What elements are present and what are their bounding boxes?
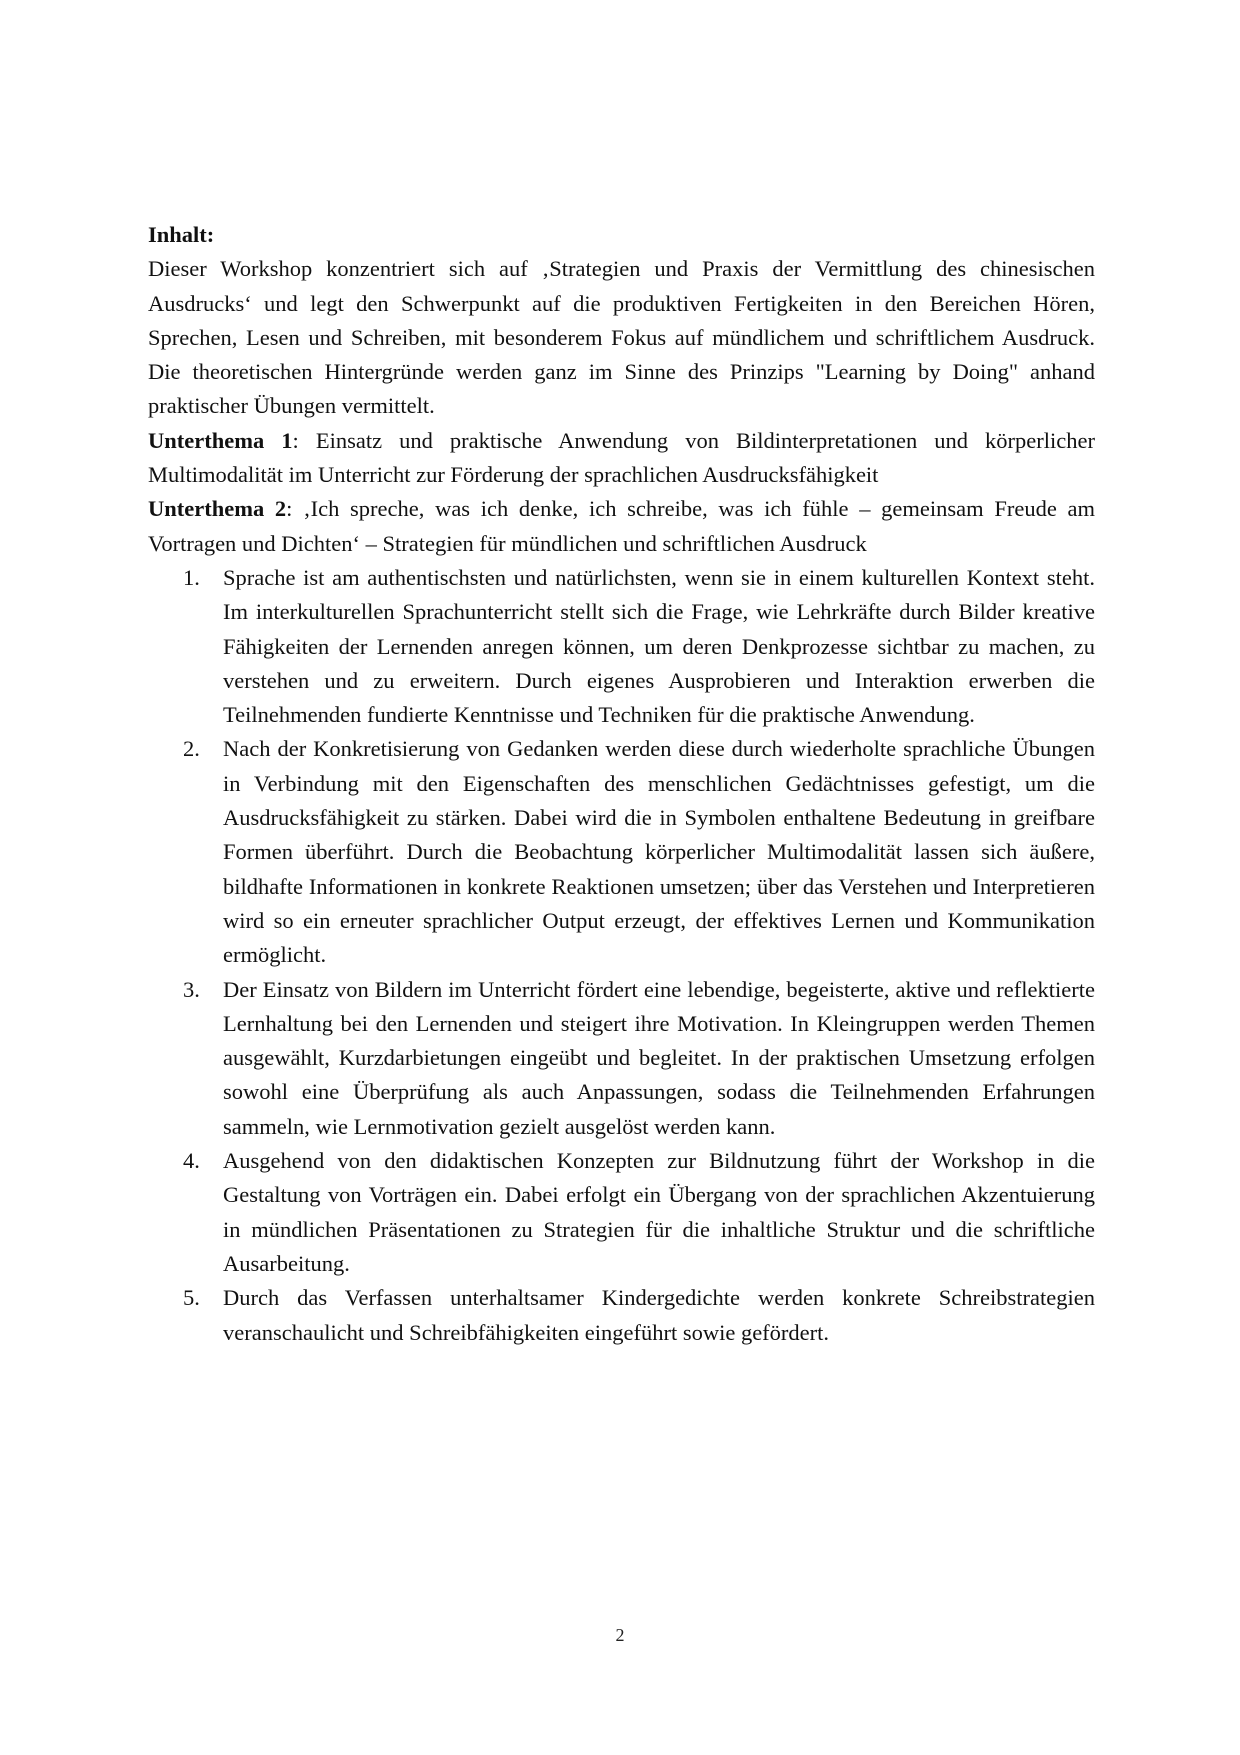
subtopic-1-label: Unterthema 1 [148, 427, 293, 453]
list-item-text: Ausgehend von den didaktischen Konzepten zur Bildnutzung führt der Workshop in die Gestaltung von Vorträgen ein. Dabei erfolgt ein Übergang von der sprachlichen Akzentuierung in mündlichen Präsentationen zu Strategien für die inhaltliche Struktur und die schriftliche Ausarbeitung. [223, 1148, 1095, 1276]
subtopic-1-separator: : [292, 427, 316, 453]
list-item-text: Nach der Konkretisierung von Gedanken werden diese durch wiederholte sprachliche Übungen in Verbindung mit den Eigenschaften des menschlichen Gedächtnisses gefestigt, um die Ausdrucksfähigkeit zu stärken. Dabei wird die in Symbolen enthaltene Bedeutung in greifbare Formen überführt. Durch die Beobachtung körperlicher Multimodalität lassen sich äußere, bildhafte Informationen in konkrete Reaktionen umsetzen; über das Verstehen und Interpretieren wird so ein erneuter sprachlicher Output erzeugt, der effektives Lernen und Kommunikation ermöglicht. [223, 736, 1095, 968]
list-item-number: 4. [183, 1148, 200, 1174]
subtopic-2-label: Unterthema 2 [148, 496, 287, 522]
section-heading: Inhalt: [148, 222, 215, 247]
list-item-number: 3. [183, 976, 200, 1002]
subtopic-2-text: ‚Ich spreche, was ich denke, ich schreibe, was ich fühle – gemeinsam Freude am Vortragen und Dichten‘ – Strategien für mündlichen und schriftlichen Ausdruck [148, 496, 1095, 556]
subtopic-1-text: Einsatz und praktische Anwendung von Bildinterpretationen und körperlicher Multimodalität im Unterricht zur Förderung der sprachlichen Ausdrucksfähigkeit [148, 427, 1095, 488]
list-item [148, 1281, 1095, 1350]
list-item-text: Der Einsatz von Bildern im Unterricht fördert eine lebendige, begeisterte, aktive und reflektierte Lernhaltung bei den Lernenden und steigert ihre Motivation. In Kleingruppen werden Themen ausgewählt, Kurzdarbietungen eingeübt und begleitet. In der praktischen Umsetzung erfolgen sowohl eine Überprüfung als auch Anpassungen, sodass die Teilnehmenden Erfahrungen sammeln, wie Lernmotivation gezielt ausgelöst werden kann. [223, 976, 1095, 1139]
intro-paragraph: Dieser Workshop konzentriert sich auf ‚Strategien und Praxis der Vermittlung des chinesischen Ausdrucks‘ und legt den Schwerpunkt auf die produktiven Fertigkeiten in den Bereichen Hören, Sprechen, Lesen und Schreiben, mit besonderem Fokus auf mündlichem und schriftlichem Ausdruck. Die theoretischen Hintergründe werden ganz im Sinne des Prinzips "Learning by Doing" anhand praktischer Übungen vermittelt. [148, 256, 1095, 419]
list-item [148, 561, 1095, 732]
subtopic-2 [148, 492, 1095, 561]
page-content [148, 218, 1095, 1350]
list-item-number: 2. [183, 736, 200, 762]
list-item [148, 1144, 1095, 1281]
list-item [148, 973, 1095, 1144]
list-item-text: Sprache ist am authentischsten und natürlichsten, wenn sie in einem kulturellen Kontext steht. Im interkulturellen Sprachunterricht stellt sich die Frage, wie Lehrkräfte durch Bilder kreative Fähigkeiten der Lernenden anregen können, um deren Denkprozesse sichtbar zu machen, zu verstehen und zu erweitern. Durch eigenes Ausprobieren und Interaktion erwerben die Teilnehmenden fundierte Kenntnisse und Techniken für die praktische Anwendung. [223, 564, 1095, 728]
list-item-number: 1. [183, 564, 200, 590]
list-item-text: Durch das Verfassen unterhaltsamer Kindergedichte werden konkrete Schreibstrategien veranschaulicht und Schreibfähigkeiten eingeführt sowie gefördert. [223, 1285, 1095, 1345]
list-item-number: 5. [183, 1285, 200, 1311]
subtopic-1 [148, 424, 1095, 493]
page-number: 2 [615, 1625, 625, 1645]
numbered-list [148, 561, 1095, 1350]
list-item [148, 732, 1095, 972]
subtopic-2-separator: : [286, 496, 304, 522]
